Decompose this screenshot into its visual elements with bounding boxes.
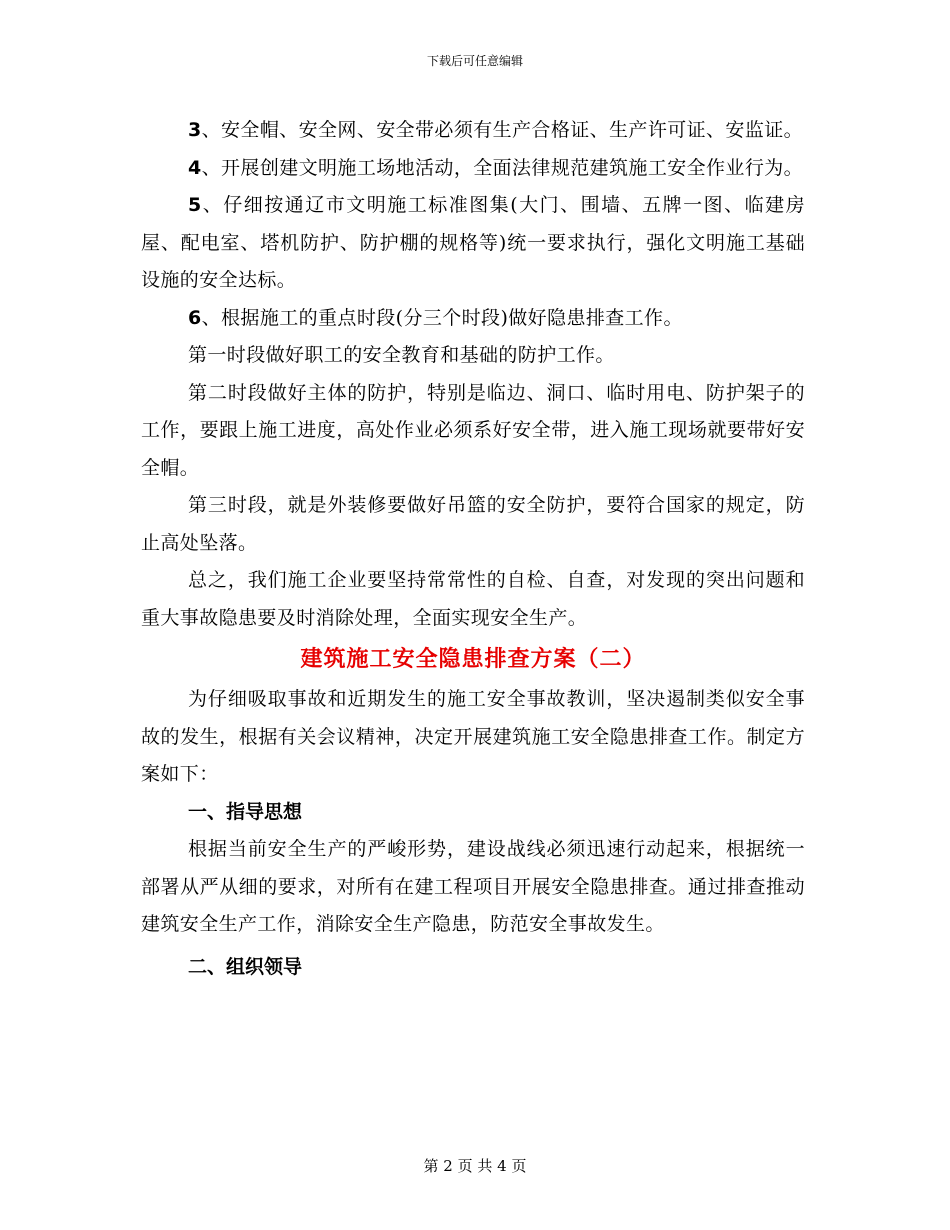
item-number: 6 — [188, 306, 202, 329]
page-header: 下载后可任意编辑 — [426, 54, 523, 68]
paragraph: 第二时段做好主体的防护，特别是临边、洞口、临时用电、防护架子的工作，要跟上施工进度，高处作业必须系好安全带，进入施工现场就要带好安全帽。 — [141, 381, 805, 479]
document-body — [141, 112, 805, 986]
intro-paragraph: 为仔细吸取事故和近期发生的施工安全事故教训，坚决遏制类似安全事故的发生，根据有关会议精神，决定开展建筑施工安全隐患排查工作。制定方案如下： — [141, 688, 805, 785]
item-text: 、仔细按通辽市文明施工标准图集(大门、围墙、五牌一图、临建房屋、配电室、塔机防护、防护棚的规格等)统一要求执行，强化文明施工基础设施的安全达标。 — [141, 194, 805, 291]
item-text: 、安全帽、安全网、安全带必须有生产合格证、生产许可证、安监证。 — [201, 119, 804, 141]
page-footer: 第 2 页 共 4 页 — [423, 1157, 527, 1175]
paragraph: 总之，我们施工企业要坚持常常性的自检、自查，对发现的突出问题和重大事故隐患要及时消除处理，全面实现安全生产。 — [141, 569, 805, 629]
section-title: 建筑施工安全隐患排查方案（二） — [300, 646, 646, 672]
paragraph: 第一时段做好职工的安全教育和基础的防护工作。 — [188, 344, 615, 366]
list-item — [141, 112, 805, 150]
item-text: 、开展创建文明施工场地活动，全面法律规范建筑施工安全作业行为。 — [201, 156, 804, 179]
list-item — [141, 300, 805, 338]
item-text: 、根据施工的重点时段(分三个时段)做好隐患排查工作。 — [201, 306, 683, 329]
heading-guiding-ideology: 一、指导思想 — [188, 800, 303, 823]
guiding-paragraph: 根据当前安全生产的严峻形势，建设战线必须迅速行动起来，根据统一部署从严从细的要求，对所有在建工程项目开展安全隐患排查。通过排查推动建筑安全生产工作，消除安全生产隐患，防范安全事故发生。 — [141, 838, 805, 935]
paragraph: 第三时段，就是外装修要做好吊篮的安全防护，要符合国家的规定，防止高处坠落。 — [141, 494, 805, 554]
heading-organization: 二、组织领导 — [188, 955, 303, 978]
list-item — [141, 187, 805, 300]
item-number: 3 — [188, 119, 202, 141]
item-number: 4 — [188, 156, 202, 179]
item-number: 5 — [188, 194, 202, 216]
list-item — [141, 150, 805, 188]
